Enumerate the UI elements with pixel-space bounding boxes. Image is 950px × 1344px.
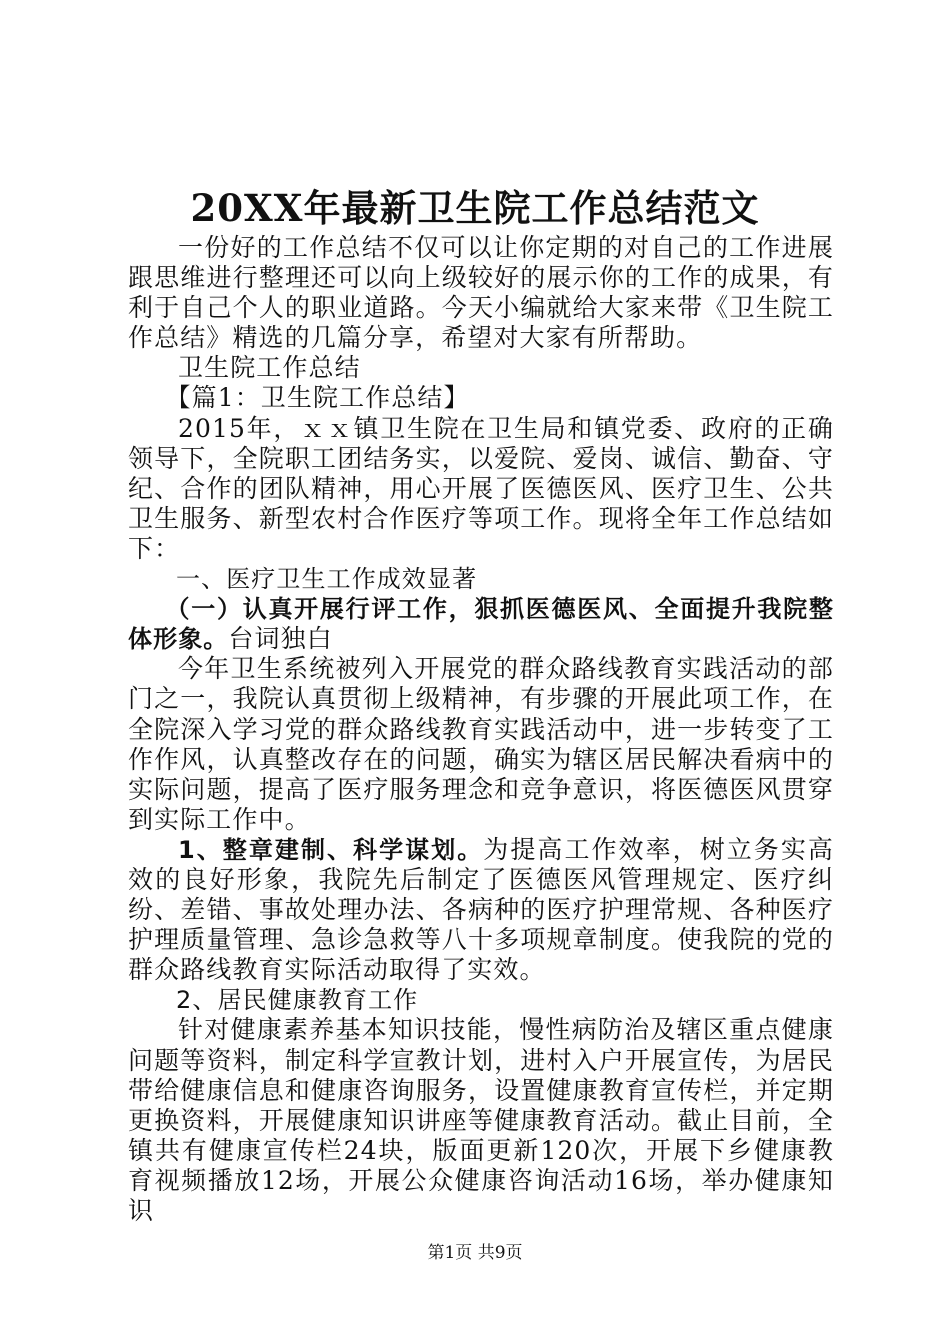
paragraph-education: 今年卫生系统被列入开展党的群众路线教育实践活动的部门之一，我院认真贯彻上级精神，有步骤的开展此项工作，在全院深入学习党的群众路线教育实践活动中，进一步转变了工作作风，认真整改存在的问题，确实为辖区居民解决看病中的实际问题，提高了医疗服务理念和竞争意识，将医德医风贯穿到实际工作中。 [128, 654, 834, 834]
subtitle-line: 卫生院工作总结 [178, 353, 361, 383]
page-footer: 第1页 共9页 [427, 1243, 523, 1263]
item-2-heading: 2、居民健康教育工作 [176, 986, 419, 1015]
item-1-text: 为提高工作效率，树立务实高效的良好形象，我院先后制定了医德医风管理规定、医疗纠纷、差错、事故处理办法、各病种的医疗护理常规、各种医疗护理质量管理、急诊急救等八十多项规章制度。使我院的党的群众路线教育实际活动取得了实效。 [128, 834, 834, 985]
item-1-heading: 1、整章建制、科学谋划。 [178, 835, 484, 864]
paragraph-2015: 2015年，ｘｘ镇卫生院在卫生局和镇党委、政府的正确领导下，全院职工团结务实，以爱院、爱岗、诚信、勤奋、守纪、合作的团队精神，用心开展了医德医风、医疗卫生、公共卫生服务、新型农村合作医疗等项工作。现将全年工作总结如下： [128, 413, 834, 563]
heading-evaluation-bold: （一）认真开展行评工作，狠抓医德医风、全面提升我院整体形象。 [128, 595, 834, 654]
item-1-paragraph [128, 835, 834, 985]
item-2-paragraph: 针对健康素养基本知识技能，慢性病防治及辖区重点健康问题等资料，制定科学宣教计划，进村入户开展宣传，为居民带给健康信息和健康咨询服务，设置健康教育宣传栏，并定期更换资料，开展健康知识讲座等健康教育活动。截止目前，全镇共有健康宣传栏24块，版面更新120次，开展下乡健康教育视频播放12场，开展公众健康咨询活动16场，举办健康知识 [128, 1015, 834, 1225]
heading-evaluation [128, 594, 834, 654]
intro-paragraph: 一份好的工作总结不仅可以让你定期的对自己的工作进展跟思维进行整理还可以向上级较好的展示你的工作的成果，有利于自己个人的职业道路。今天小编就给大家来带《卫生院工作总结》精选的几篇分享，希望对大家有所帮助。 [128, 233, 834, 353]
document-title: 20XX年最新卫生院工作总结范文 [190, 186, 760, 230]
heading-evaluation-tail: 台词独白 [228, 624, 333, 654]
heading-medical-work: 一、医疗卫生工作成效显著 [176, 565, 478, 594]
document-body [128, 233, 834, 1226]
section-label: 【篇1：卫生院工作总结】 [165, 383, 470, 413]
